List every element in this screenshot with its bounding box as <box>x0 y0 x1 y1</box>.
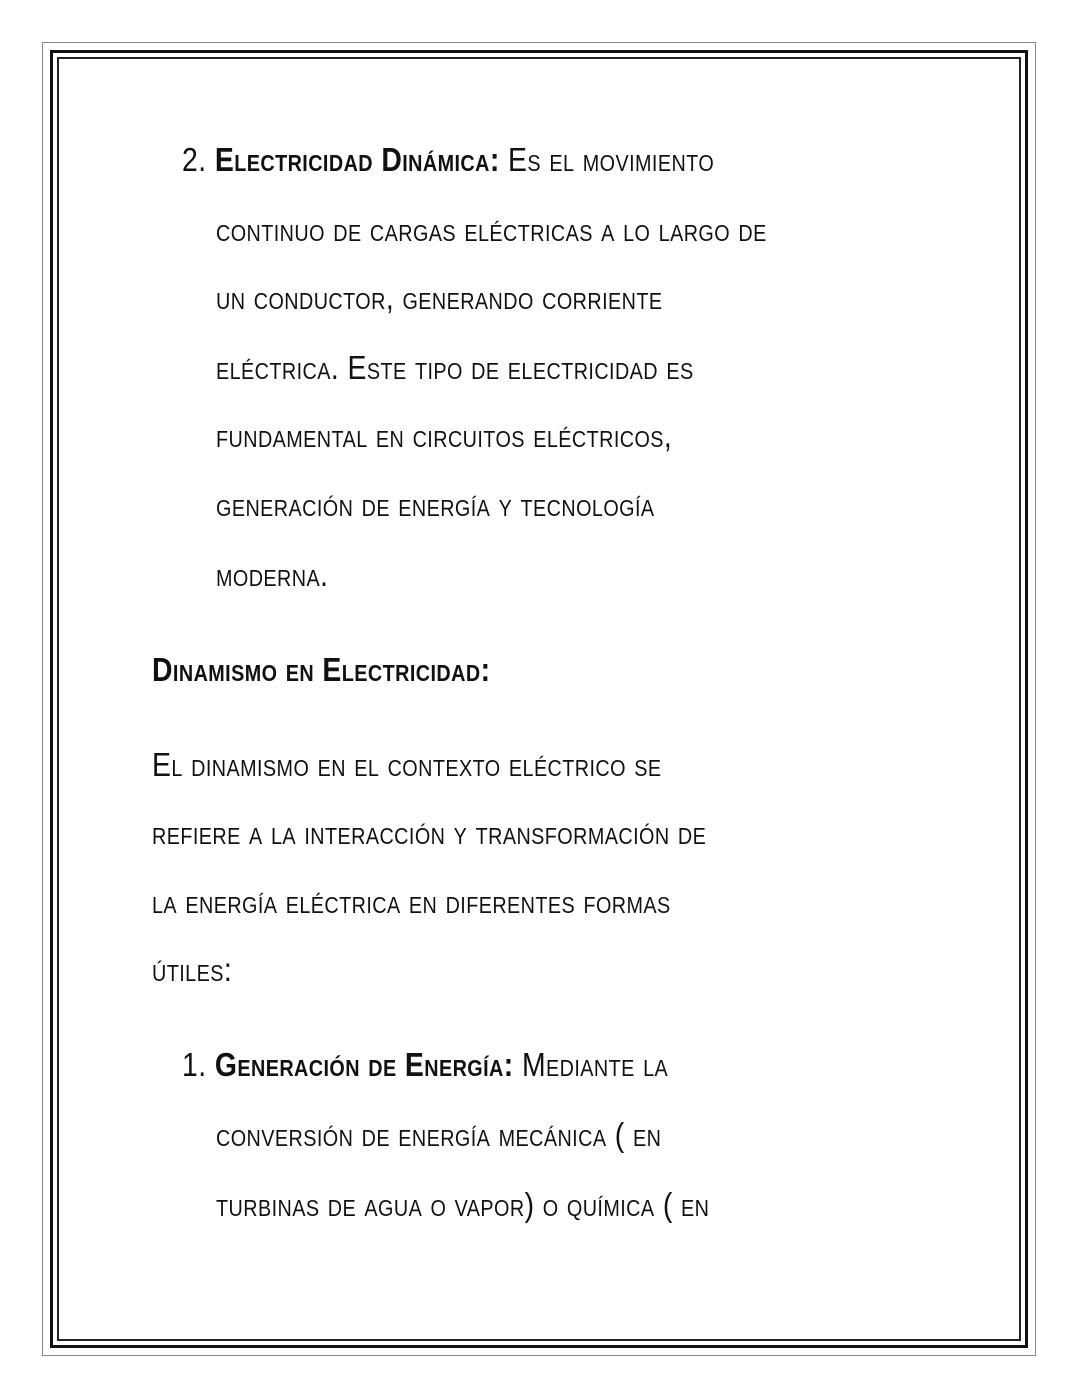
paragraph-line: El dinamismo en el contexto eléctrico se <box>152 746 662 783</box>
paragraph-line: refiere a la interacción y transformación de <box>152 814 707 851</box>
item-text: Es el movimiento <box>508 141 715 178</box>
section-heading: Dinamismo en Electricidad: <box>152 651 491 688</box>
item2-line: un conductor, generando corriente <box>216 279 663 316</box>
paragraph-line: útiles: <box>152 951 233 988</box>
item1-line: turbinas de agua o vapor) o química ( en <box>216 1186 710 1223</box>
item2-line: moderna. <box>216 556 329 593</box>
item-text: Mediante la <box>521 1046 669 1083</box>
item2-line: continuo de cargas eléctricas a lo largo de <box>216 211 767 248</box>
item-term: Electricidad Dinámica: <box>214 141 500 178</box>
item-number: 1. <box>182 1046 207 1083</box>
item1-line: conversión de energía mecánica ( en <box>216 1116 662 1153</box>
paragraph-line: la energía eléctrica en diferentes formas <box>152 883 671 920</box>
item2-line: eléctrica. Este tipo de electricidad es <box>216 349 694 386</box>
item-number: 2. <box>182 141 207 178</box>
item1-first-line <box>182 1045 668 1085</box>
item2-line: fundamental en circuitos eléctricos, <box>216 417 673 454</box>
item2-first-line <box>182 140 714 180</box>
item2-line: generación de energía y tecnología <box>216 486 655 523</box>
item-term: Generación de Energía: <box>214 1046 514 1083</box>
